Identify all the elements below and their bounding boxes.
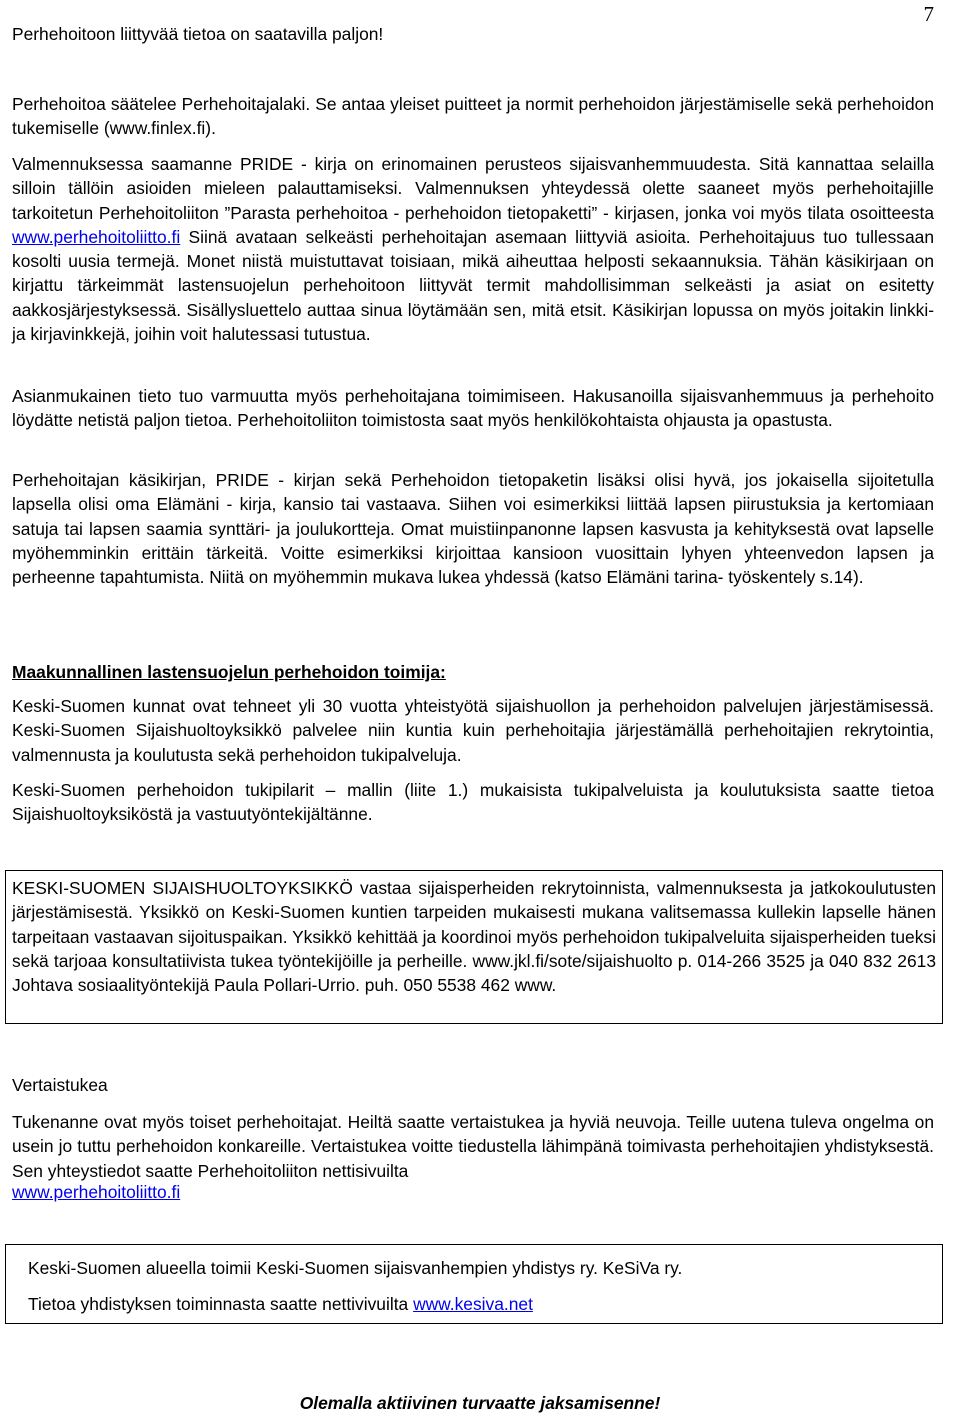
kesiva-line-2 <box>28 1291 920 1317</box>
paragraph-information: Asianmukainen tieto tuo varmuutta myös perhehoitajana toimimiseen. Hakusanoilla sijaisvanhemmuus ja perhehoito löydätte netistä paljon tietoa. Perhehoitoliiton toimistosta saat myös henkilökohtaista ohjausta ja opastusta. <box>12 386 934 431</box>
page-number: 7 <box>923 2 934 26</box>
pride-sentence-3: Valmennuksen yhteydessä olette saaneet myös perhehoitajille tarkoitetun Perhehoitoliiton ”Parasta perhehoitoa - perhehoidon tietopaketti” - kirjasen, jonka voi myös tilata osoitteesta <box>12 178 934 223</box>
paragraph-life-book: Perhehoitajan käsikirjan, PRIDE - kirjan sekä Perhehoidon tietopaketin lisäksi olisi hyvä, jos jokaisella sijoitetulla lapsella olisi oma Elämäni - kirja, kansio tai vastaava. Siihen voi esimerkiksi liittää lapsen piirustuksia ja kertomiaan satuja tai lapsen saamia synttäri- ja joulukortteja. Omat muistiinpanonne lapsen kasvusta ja kehityksestä ovat lapselle myöhemminkin erittäin tärkeitä. Voitte esimerkiksi kirjoittaa kansioon vuosittain lyhyen yhteenvedon lapsen ja perheenne tapahtumista. Niitä on myöhemmin mukava lukea yhdessä (katso Elämäni tarina- työskentely s.14). <box>12 470 934 588</box>
perhehoitoliitto-link[interactable]: www.perhehoitoliitto.fi <box>12 226 181 247</box>
pride-sentence-4: Siinä avataan selkeästi perhehoitajan asemaan liittyviä asioita. Perhehoitajuus tuo tullessaan kosolti uusia termejä. Monet niistä muistuttavat toisiaan, mikä aiheuttaa helposti sekaannuksia. Tähän käsikirjaan on kirjattu tärkeimmät lastensuojelun perhehoitoon liittyvät termit mahdollisimman selkeästi ja asiat on esitetty aakkosjärjestyksessä. Sisällysluettelo auttaa sinua löytämään sen, mitä etsit. Käsikirjan lopussa on myös joitakin linkki- ja kirjavinkkejä, joihin voit halutessasi tutustua. <box>12 226 934 345</box>
sijaishuoltoyksikko-text: KESKI-SUOMEN SIJAISHUOLTOYKSIKKÖ vastaa sijaisperheiden rekrytoinnista, valmennuksesta ja jatkokoulutusten järjestämisestä. Yksikkö on Keski-Suomen kuntien tarpeiden mukaisesti mukana valitsemassa kullekin lapselle hänen tarpeitaan vastaavan sijoituspaikan. Yksikkö kehittää ja koordinoi myös perhehoidon tukipalveluita sijaisperheiden tueksi sekä tarjoaa konsultatiivista tukea työntekijöille ja perheille. www.jkl.fi/sote/sijaishuolto p. 014-266 3525 ja 040 832 2613 Johtava sosiaalityöntekijä Paula Pollari-Urrio. puh. 050 5538 462 www. <box>12 878 936 996</box>
page-header: Perhehoitoon liittyvää tietoa on saatavilla paljon! <box>12 24 384 44</box>
footer-motto: Olemalla aktiivinen turvaatte jaksamisenne! <box>299 1393 661 1413</box>
kesiva-line-2-text: Tietoa yhdistyksen toiminnasta saatte nettivivuilta <box>28 1294 409 1314</box>
kesiva-line-1: Keski-Suomen alueella toimii Keski-Suomen sijaisvanhempien yhdistys ry. KeSiVa ry. <box>28 1258 683 1278</box>
peer-support-link[interactable]: www.perhehoitoliitto.fi <box>12 1182 181 1202</box>
kesiva-box <box>5 1244 943 1324</box>
paragraph-peer-support: Tukenanne ovat myös toiset perhehoitajat. Heiltä saatte vertaistukea ja hyviä neuvoja. Teille uutena tuleva ongelma on usein jo tuttu perhehoidon konkareille. Vertaistukea voitte tiedustella lähimpänä toimivasta perhehoitajien yhdistyksestä. Sen yhteystiedot saatte Perhehoitoliiton nettisivuilta <box>12 1112 934 1181</box>
kesiva-link[interactable]: www.kesiva.net <box>413 1294 533 1314</box>
paragraph-municipalities: Keski-Suomen kunnat ovat tehneet yli 30 vuotta yhteistyötä sijaishuollon ja perhehoidon palvelujen järjestämisessä. Keski-Suomen Sijaishuoltoyksikkö palvelee niin kuntia kuin perhehoitajia järjestämällä perhehoitajien rekrytointia, valmennusta ja koulutusta sekä perhehoidon tukipalveluja. <box>12 696 934 765</box>
paragraph-pride-book <box>12 152 934 346</box>
pride-sentence-1: Valmennuksessa saamanne PRIDE - kirja on erinomainen perusteos sijaisvanhemmuudesta. <box>12 154 751 174</box>
section-heading: Maakunnallinen lastensuojelun perhehoidon toimija: <box>12 662 446 682</box>
pride-sentence-2: Sitä kannattaa selailla silloin tällöin asioiden mieleen palauttamiseksi. <box>12 154 934 199</box>
sijaishuoltoyksikko-box <box>5 870 943 1024</box>
paragraph-legislation: Perhehoitoa säätelee Perhehoitajalaki. Se antaa yleiset puitteet ja normit perhehoidon järjestämiselle sekä perhehoidon tukemiselle (www.finlex.fi). <box>12 94 934 139</box>
vertaistukea-heading: Vertaistukea <box>12 1075 108 1095</box>
paragraph-support-pillars: Keski-Suomen perhehoidon tukipilarit – mallin (liite 1.) mukaisista tukipalveluista ja koulutuksista saatte tietoa Sijaishuoltoyksiköstä ja vastuutyöntekijältänne. <box>12 780 934 825</box>
